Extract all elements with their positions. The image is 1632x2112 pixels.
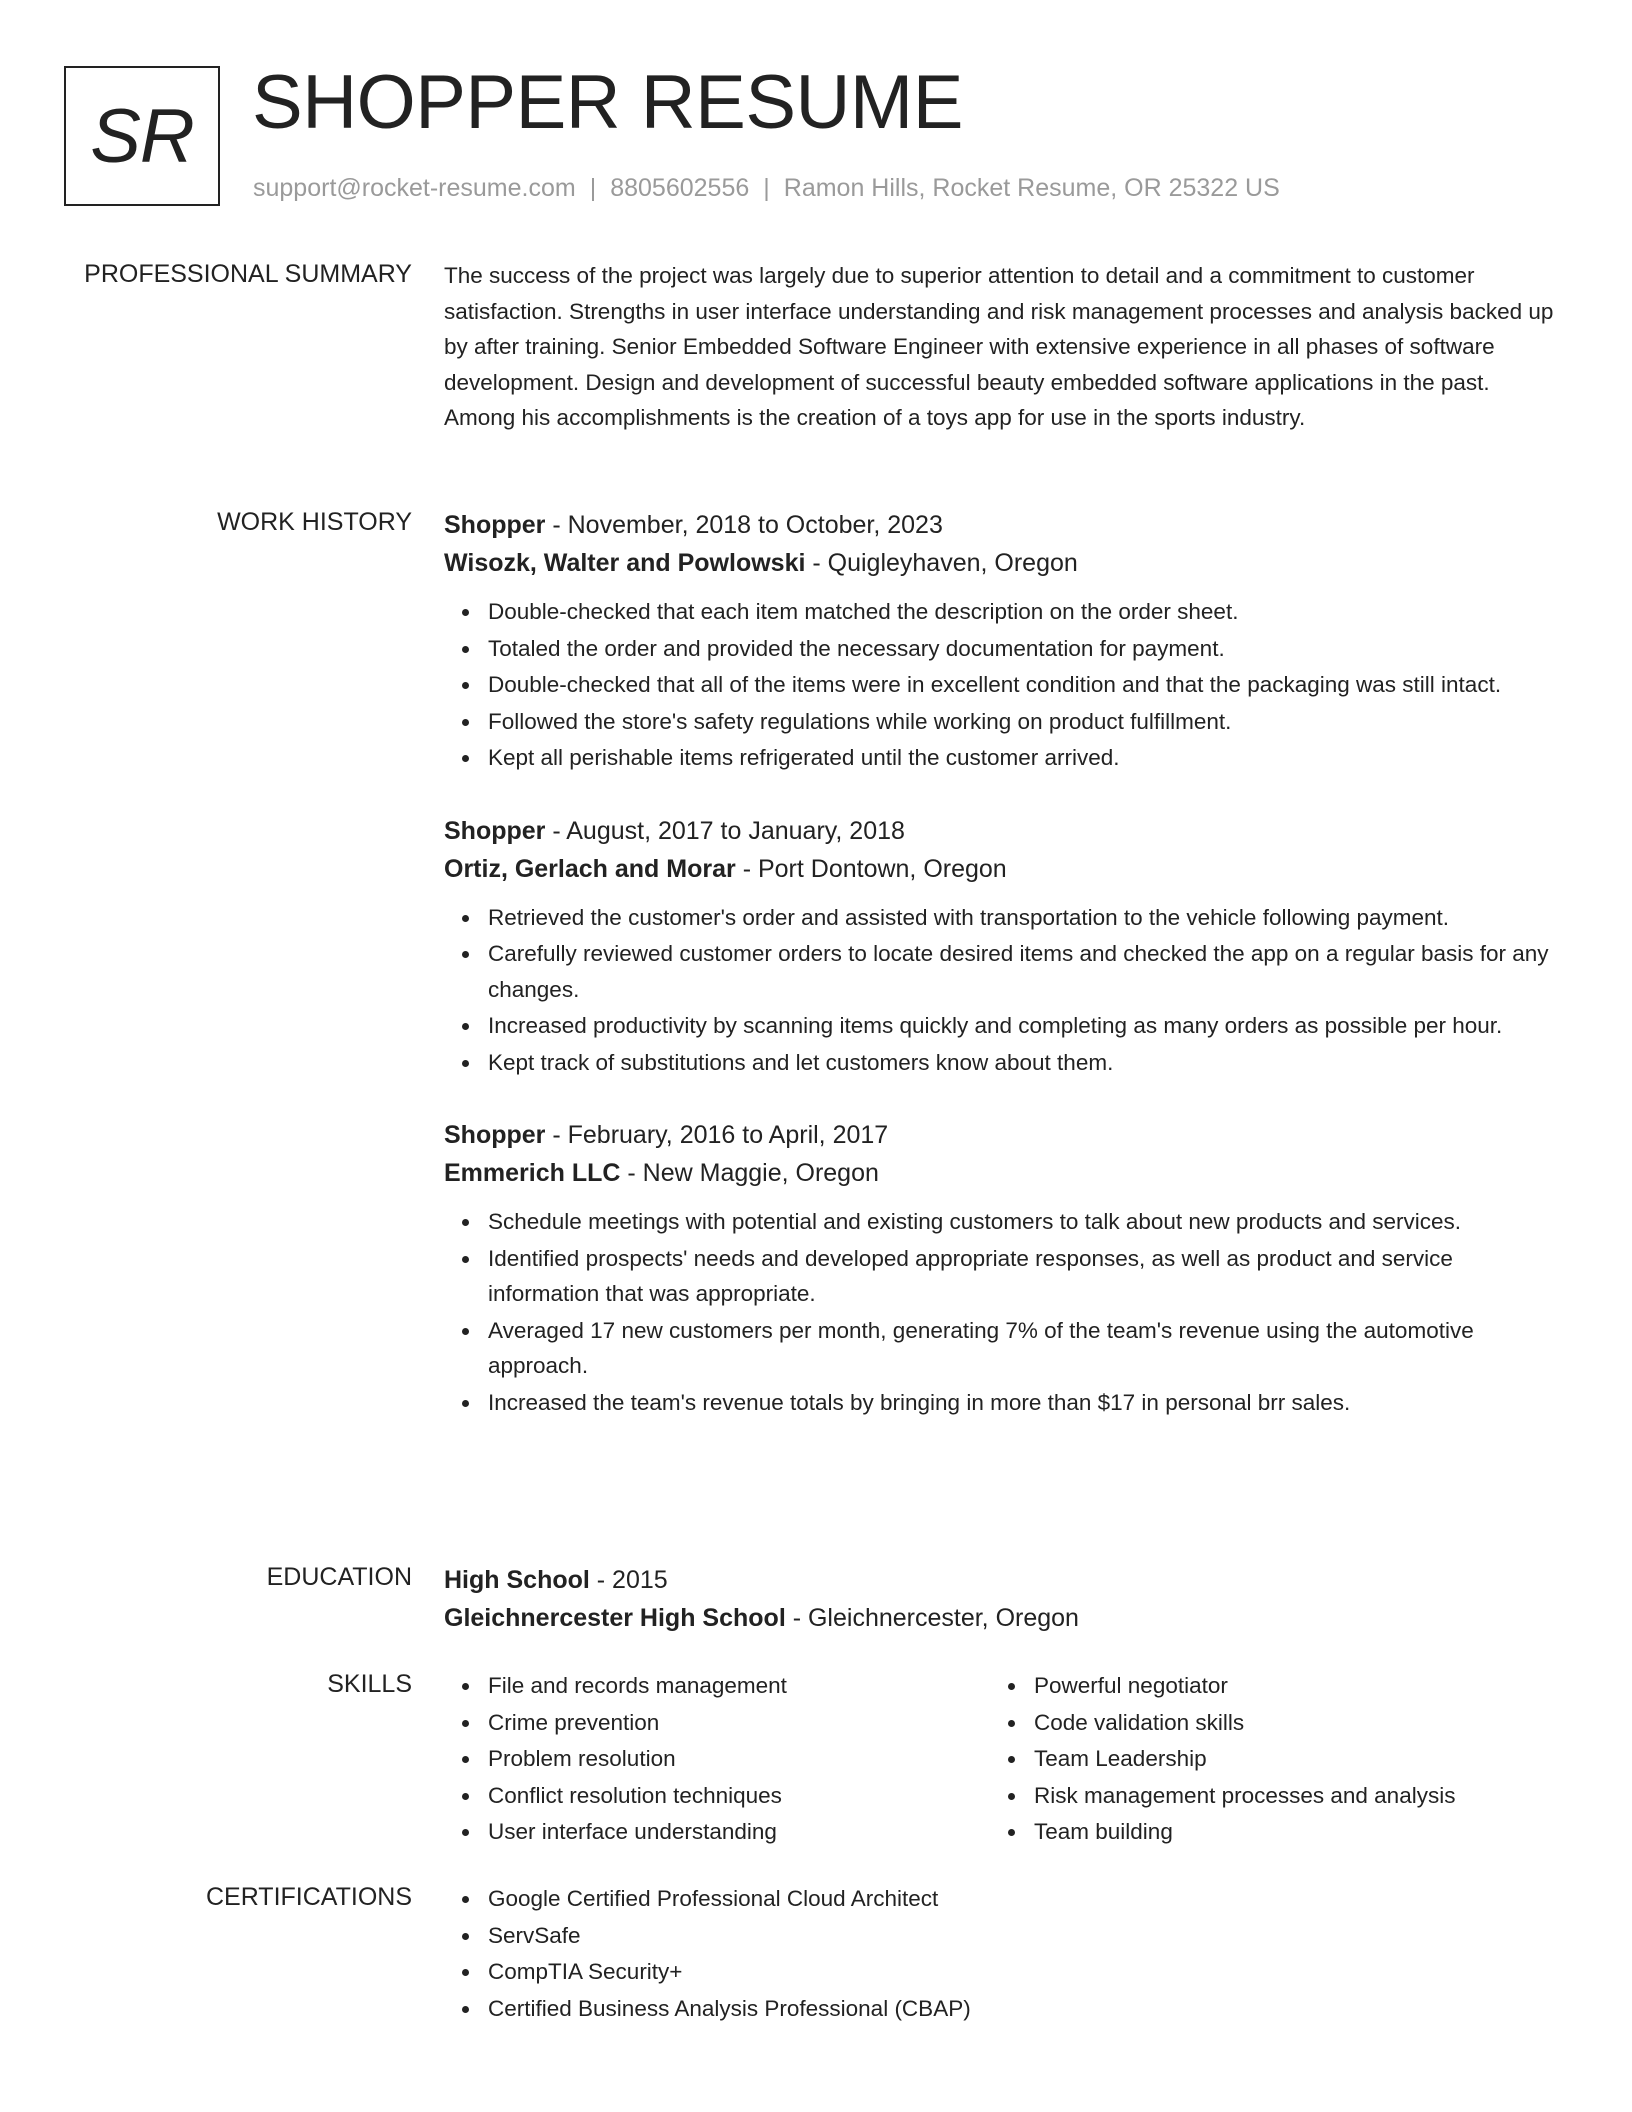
certification-item: Certified Business Analysis Professional (CBAP): [488, 1991, 1556, 2027]
job-bullet: Identified prospects' needs and developed appropriate responses, as well as product and service information that was appropriate.: [488, 1241, 1556, 1312]
certification-item: Google Certified Professional Cloud Architect: [488, 1881, 1556, 1917]
section-label-work-history: WORK HISTORY: [217, 508, 412, 536]
section-label-education: EDUCATION: [266, 1563, 412, 1591]
skill-item: Code validation skills: [1034, 1705, 1556, 1741]
job-dates: - August, 2017 to January, 2018: [545, 816, 905, 845]
job-bullet: Retrieved the customer's order and assisted with transportation to the vehicle following payment.: [488, 900, 1556, 936]
resume-name: SHOPPER RESUME: [252, 60, 963, 145]
job-bullet: Double-checked that each item matched the description on the order sheet.: [488, 594, 1556, 630]
certifications-list: [444, 1881, 1556, 2026]
skill-item: Team Leadership: [1034, 1741, 1556, 1777]
job-bullet: Schedule meetings with potential and existing customers to talk about new products and services.: [488, 1204, 1556, 1240]
education-year: - 2015: [589, 1566, 668, 1594]
certification-item: CompTIA Security+: [488, 1954, 1556, 1990]
job-company: Ortiz, Gerlach and Morar: [444, 854, 736, 883]
job-title: Shopper: [444, 511, 546, 539]
job-bullet: Increased productivity by scanning items quickly and completing as many orders as possible per hour.: [488, 1008, 1556, 1044]
skill-item: User interface understanding: [488, 1814, 990, 1850]
skill-item: Problem resolution: [488, 1741, 990, 1777]
education-school: Gleichnercester High School: [444, 1604, 786, 1632]
skills-list-right: [990, 1668, 1556, 1850]
summary-text: The success of the project was largely due to superior attention to detail and a commitment to customer satisfaction. Strengths in user interface understanding and risk management processes and analysis backed up by after training. Senior Embedded Software Engineer with extensive experience in all phases of software development. Design and development of successful beauty embedded software applications in the past. Among his accomplishments is the creation of a toys app for use in the sports industry.: [444, 263, 1554, 430]
contact-separator: |: [763, 174, 770, 202]
job-company-line: [444, 544, 1556, 582]
monogram-logo: SR: [64, 66, 220, 206]
skill-item: Conflict resolution techniques: [488, 1778, 990, 1814]
skill-item: Risk management processes and analysis: [1034, 1778, 1556, 1814]
job-entry: [444, 812, 1556, 1081]
job-bullet: Increased the team's revenue totals by bringing in more than $17 in personal brr sales.: [488, 1385, 1556, 1421]
education-degree: High School: [444, 1566, 590, 1594]
job-dates: - November, 2018 to October, 2023: [545, 511, 943, 539]
skill-item: Powerful negotiator: [1034, 1668, 1556, 1704]
certification-item: ServSafe: [488, 1918, 1556, 1954]
job-entry: [444, 506, 1556, 776]
contact-phone: 8805602556: [610, 174, 750, 202]
job-bullet: Kept all perishable items refrigerated until the customer arrived.: [488, 740, 1556, 776]
job-bullet: Averaged 17 new customers per month, generating 7% of the team's revenue using the automotive approach.: [488, 1313, 1556, 1384]
section-label-skills: SKILLS: [327, 1670, 412, 1698]
education-degree-line: [444, 1561, 1556, 1599]
job-bullet: Carefully reviewed customer orders to locate desired items and checked the app on a regular basis for any changes.: [488, 936, 1556, 1007]
job-company: Emmerich LLC: [444, 1159, 621, 1187]
job-bullet: Totaled the order and provided the necessary documentation for payment.: [488, 631, 1556, 667]
job-company-line: [444, 850, 1556, 888]
job-company: Wisozk, Walter and Powlowski: [444, 549, 806, 577]
job-entry: [444, 1116, 1556, 1420]
section-label-certifications: CERTIFICATIONS: [205, 1883, 412, 1911]
job-title-line: [444, 1116, 1556, 1154]
job-title-line: [444, 812, 1556, 850]
education-school-line: [444, 1599, 1556, 1637]
job-location: - Port Dontown, Oregon: [735, 854, 1007, 883]
job-bullet: Followed the store's safety regulations while working on product fulfillment.: [488, 704, 1556, 740]
skills-list-left: [444, 1668, 990, 1850]
skill-item: Crime prevention: [488, 1705, 990, 1741]
job-bullet: Kept track of substitutions and let customers know about them.: [488, 1045, 1556, 1081]
job-bullet: Double-checked that all of the items were in excellent condition and that the packaging was still intact.: [488, 667, 1556, 703]
job-bullets: [444, 1204, 1556, 1420]
skill-item: File and records management: [488, 1668, 990, 1704]
job-location: - New Maggie, Oregon: [620, 1159, 879, 1187]
job-title-line: [444, 506, 1556, 544]
job-bullets: [444, 900, 1556, 1081]
education-location: - Gleichnercester, Oregon: [785, 1604, 1079, 1632]
contact-line: [253, 172, 1280, 204]
job-title: Shopper: [444, 816, 546, 845]
job-bullets: [444, 594, 1556, 776]
job-dates: - February, 2016 to April, 2017: [545, 1121, 889, 1149]
job-title: Shopper: [444, 1121, 546, 1149]
contact-separator: |: [589, 174, 597, 202]
contact-address: Ramon Hills, Rocket Resume, OR 25322 US: [783, 174, 1280, 202]
skill-item: Team building: [1034, 1814, 1556, 1850]
job-location: - Quigleyhaven, Oregon: [805, 549, 1078, 577]
contact-email: support@rocket-resume.com: [253, 174, 576, 202]
job-company-line: [444, 1154, 1556, 1192]
section-label-summary: PROFESSIONAL SUMMARY: [84, 260, 412, 288]
